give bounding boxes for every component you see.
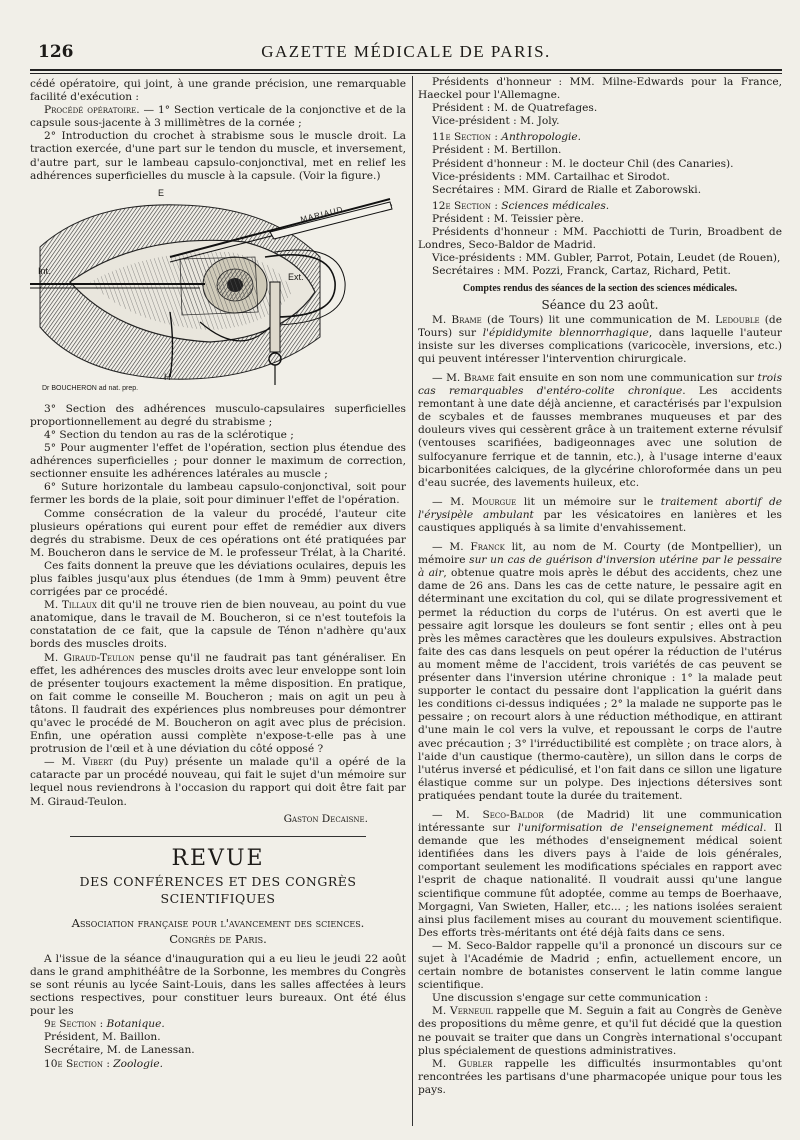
speaker-name: — M. Vibert: [44, 756, 113, 769]
list-item: Secrétaires : MM. Girard de Rialle et Zaborowski.: [432, 183, 702, 196]
page-header: [30, 40, 782, 66]
list-item: Président, M. Baillon.: [44, 1031, 161, 1044]
comptes-rendus-heading: Comptes rendus des séances de la section des sciences médicales.: [462, 283, 738, 295]
paragraph-text: lit, au nom de M. Courty (de Montpellier), un mémoire: [418, 541, 782, 567]
paragraph-text: dit qu'il ne trouve rien de bien nouveau, au point du vue anatomique, dans le travail de M. Boucheron, si ce n'est toutefois la constatation de ce fait, que la capsule de Ténon n'adhère qu'aux bords des muscles droits.: [30, 599, 406, 651]
figure-credit: Dr BOUCHERON ad nat. prep.: [42, 384, 139, 392]
seance-heading: Séance du 23 août.: [541, 297, 659, 312]
page-number: 126: [38, 42, 74, 62]
paragraph: [30, 599, 406, 651]
header-rule-thin: [30, 73, 782, 74]
header-rule: [30, 69, 782, 71]
speaker-name: M. Brame: [432, 313, 482, 326]
speaker-name: Ledouble: [715, 313, 760, 326]
eye-engraving: [30, 187, 400, 397]
paragraph-text: rappelle les difficultés insurmontables qu'ont rencontrées les partisans d'une pharmacopée unique pour tous les pays.: [418, 1057, 782, 1096]
paragraph-text: — 1° Section verticale de la conjonctive et de la capsule sous-jacente à 3 millimètres de la cornée ;: [30, 104, 406, 130]
speaker-name: M. Gubler: [432, 1057, 493, 1070]
left-column: [30, 78, 406, 1071]
figure-label-int: Int.: [38, 265, 51, 276]
topic-title: l'uniformisation de l'enseignement médical: [517, 822, 764, 835]
paragraph: [418, 1058, 782, 1097]
column-divider: [412, 76, 413, 1126]
figure-label-h: H: [164, 371, 171, 382]
section-heading: [30, 1058, 406, 1071]
paragraph: [418, 314, 782, 366]
paragraph: [418, 496, 782, 535]
list-item: Président : M. Bertillon.: [432, 144, 562, 157]
paragraph-text: fait ensuite en son nom une communication sur: [494, 371, 758, 384]
speaker-name: — M. Brame: [432, 371, 495, 384]
paragraph: [30, 652, 406, 757]
paragraph: [418, 1005, 782, 1057]
figure-label-mariaud: MARIAUD: [299, 204, 345, 224]
paragraph-text: (de Tours) sur: [418, 313, 782, 339]
paragraph: Comme consécration de la valeur du procédé, l'auteur cite plusieurs opérations qui eurent pour effet de remédier aux divers degrés du strabisme. Deux de ces opérations ont été pratiquées par M. Boucheron dans le service de M. le professeur Trélat, à la Charité.: [30, 507, 406, 559]
topic-title: l'épididymite blennorrhagique: [482, 326, 649, 339]
speaker-name: M. Verneuil: [432, 1005, 493, 1018]
list-item: Vice-président : M. Joly.: [432, 115, 560, 128]
section-name: Sciences médicales.: [497, 199, 610, 212]
list-item: Présidents d'honneur : MM. Milne-Edwards pour la France, Haeckel pour l'Allemagne.: [418, 76, 782, 102]
list-item: Secrétaires : MM. Pozzi, Franck, Cartaz, Richard, Petit.: [432, 265, 731, 278]
list-item: Vice-présidents : MM. Gubler, Parrot, Potain, Leudet (de Rouen),: [432, 252, 781, 265]
list-item: Vice-présidents : MM. Cartailhac et Sirodot.: [432, 170, 670, 183]
speaker-name: M. Giraud-Teulon: [44, 651, 135, 664]
paragraph-text: , obtenue quatre mois après le début des accidents, chez une dame de 26 ans. Dans les cas de cette nature, le pessaire agit en déterminant une excitation du col, qui se dilate progressivement et permet la réduction du corps de l'utérus. On est averti que le pessaire agit lorsque les douleurs se font sentir ; elles ont à peu près les mêmes caractères que les douleurs expulsives. Abstraction faite des cas dans lesquels on peut opérer la réduction de l'utérus au moment même de l'accident, trois variétés de cas peuvent se présenter dans l'inversion utérine chronique : 1° la malade peut supporter le contact du pessaire dont l'application la guérit dans les conditions ci-dessus indiquées ; 2° la malade ne supporte pas le pessaire ; on recourt alors à une réduction méthodique, en attirant d'une main le col vers la vulve, et repoussant le corps de l'autre avec précaution ; 3° l'irréductibilité est complète ; on trace alors, à l'aide d'un caustique (thermo-cautère), un sillon dans le corps de l'utérus inversé et pédiculisé, et l'on fait dans ce sillon une ligature élastique comme sur un polype. Des injections détersives sont pratiquées pendant toute la durée du traitement.: [418, 567, 783, 802]
list-item: Secrétaire, M. de Lanessan.: [44, 1044, 195, 1057]
section-heading: [418, 200, 782, 213]
section-name: Botanique.: [103, 1018, 165, 1031]
paragraph: [418, 809, 782, 940]
paragraph: [418, 541, 782, 803]
paragraph-text: (de Tours) lit une communication de M.: [481, 313, 716, 326]
paragraph-text: . Il demande que les méthodes d'enseignement médical soient identifiées dans les divers pays à l'aide de lois générales, comportant seulement les modifications spéciales en rapport avec l'esprit de chaque nationalité. Il voudrait aussi qu'une langue scientifique commune fût adoptée, comme au temps de Boerhaave, Morgagni, Van Swieten, Haller, etc... ; les nations isolées seraient ainsi plus facilement mises au courant du mouvement scientifique. Des efforts très-méritants ont été déjà faits dans ce sens.: [418, 822, 783, 939]
list-item: Président : M. Teissier père.: [432, 212, 584, 225]
paragraph-text: (du Puy) présente un malade qu'il a opéré de la cataracte par un procédé nouveau, qui fait le sujet d'un mémoire sur lequel nous reviendrons à l'occasion du rapport qui doit être fait par M. Giraud-Teulon.: [30, 756, 406, 808]
speaker-name: — M. Franck: [432, 541, 505, 554]
section-heading: [30, 1018, 406, 1031]
right-column: [418, 76, 782, 1097]
journal-title: GAZETTE MÉDICALE DE PARIS.: [261, 42, 551, 61]
topic-title: sur un cas de guérison d'inversion utérine par le pessaire à air: [418, 554, 782, 580]
figure-label-ext: Ext.: [288, 271, 304, 282]
speaker-name: — M. Mourgue: [432, 495, 517, 508]
paragraph: [418, 372, 782, 490]
figure-label-e: E: [158, 187, 165, 198]
paragraph: [30, 104, 406, 130]
author-signature: Gaston Decaisne.: [283, 812, 368, 825]
section-number: 11e Section :: [432, 131, 498, 144]
paragraph: [30, 756, 406, 808]
paragraph: 3° Section des adhérences musculo-capsulaires superficielles proportionnellement au degré du strabisme ;: [30, 402, 406, 428]
paragraph: 6° Suture horizontale du lambeau capsulo-conjonctival, soit pour fermer les bords de la plaie, soit pour diminuer l'effet de l'opération.: [30, 481, 406, 507]
paragraph-text: par les vésicatoires en lanières et les caustiques appliqués à sa limite d'envahissement.: [418, 508, 782, 534]
topic-title: traitement abortif de l'érysipèle ambulant: [418, 495, 783, 521]
topic-title: trois cas remarquables d'entéro-colite chronique: [418, 371, 783, 398]
paragraph: Une discussion s'engage sur cette communication :: [432, 992, 709, 1005]
section-number: 10e Section :: [44, 1057, 110, 1070]
procedure-heading: Procédé opératoire.: [44, 104, 140, 117]
paragraph: 4° Section du tendon au ras de la sclérotique ;: [44, 428, 294, 441]
paragraph-text: pense qu'il ne faudrait pas tant généraliser. En effet, les adhérences des muscles droits avec leur enveloppe sont loin de présenter toujours exactement la même disposition. En pratique, on fait comme le conseille M. Boucheron ; mais on agit un peu à tâtons. Il faudrait des expériences plus nombreuses pour démontrer qu'avec le procédé de M. Boucheron on agit avec plus de précision. Enfin, une opération aussi complète n'expose-t-elle pas à une protrusion de l'œil et à une déviation du côté opposé ?: [30, 651, 406, 756]
section-number: 12e Section :: [432, 199, 498, 212]
section-heading: [418, 131, 782, 144]
paragraph-text: lit un mémoire sur le: [516, 495, 661, 508]
association-heading: Association française pour l'avancement des sciences.: [71, 915, 365, 930]
paragraph-text: . Les accidents remontant à une date déjà ancienne, et caractérisés par l'expulsion de scybales et de fausses membranes muqueuses et par des douleurs vives qui cessèrent grâce à un traitement externe révulsif (ventouses scarifiées, badigeonnages avec une solution de sulfocyanure ferrique et de tannin, etc.), à l'usage interne d'eaux bicarbonitées calciques, de la glycérine chloroformée dans un peu d'eau sucrée, des lavements huileux, etc.: [418, 385, 783, 489]
section-divider: [70, 836, 366, 837]
paragraph: 5° Pour augmenter l'effet de l'opération, section plus étendue des adhérences superficielles ; pour donner le maximum de correction, sectionner ensuite les adhérences latérales au muscle ;: [30, 442, 406, 481]
section-number: 9e Section :: [44, 1018, 104, 1031]
speaker-name: — M. Seco-Baldor: [432, 808, 544, 821]
list-item: Présidents d'honneur : MM. Pacchiotti de Turin, Broadbent de Londres, Seco-Baldor de Madrid.: [418, 226, 782, 252]
speaker-name: M. Tillaux: [44, 599, 97, 612]
revue-title: REVUE: [171, 845, 265, 871]
list-item: Président : M. de Quatrefages.: [432, 102, 598, 115]
revue-subtitle: DES CONFÉRENCES ET DES CONGRÈS SCIENTIFIQUES: [79, 873, 357, 906]
paragraph: A l'issue de la séance d'inauguration qui a eu lieu le jeudi 22 août dans le grand amphithéâtre de la Sorbonne, les membres du Congrès se sont réunis au lycée Saint-Louis, dans les salles affectées à leurs sections respectives, pour constituer leurs bureaux. Ont été élus pour les: [30, 952, 406, 1018]
paragraph: 2° Introduction du crochet à strabisme sous le muscle droit. La traction exercée, d'une part sur le tendon du muscle, et inversement, d'autre part, sur le lambeau capsulo-conjonctival, met en relief les adhérences superficielles du muscle à la capsule. (Voir la figure.): [30, 130, 406, 182]
list-item: Président d'honneur : M. le docteur Chil (des Canaries).: [432, 157, 734, 170]
section-name: Anthropologie.: [497, 131, 582, 144]
congress-heading: Congrès de Paris.: [169, 931, 267, 946]
paragraph-text: rappelle que M. Seguin a fait au Congrès de Genève des propositions du même genre, et qu'il fut décidé que la question ne pouvait se traiter que dans un Congrès international s'occupant plus spécialement de questions administratives.: [418, 1005, 783, 1057]
paragraph: cédé opératoire, qui joint, à une grande précision, une remarquable facilité d'exécution :: [30, 78, 406, 104]
eye-surgery-figure: [30, 187, 400, 397]
paragraph-text: , dans laquelle l'auteur insiste sur les diverses complications (varicocèle, inversions, etc.) qui peuvent intéresser l'intervention chirurgicale.: [418, 326, 782, 365]
section-name: Zoologie.: [109, 1057, 163, 1070]
paragraph-text: (de Madrid) lit une communication intéressante sur: [418, 808, 783, 835]
paragraph: — M. Seco-Baldor rappelle qu'il a prononcé un discours sur ce sujet à l'Académie de Madrid ; enfin, actuellement encore, un certain nombre de botanistes conservent le latin comme langue scientifique.: [418, 939, 782, 992]
paragraph: Ces faits donnent la preuve que les déviations oculaires, depuis les plus faibles jusqu'aux plus étendues (de 1mm à 9mm) peuvent être corrigées par ce procédé.: [30, 559, 406, 599]
